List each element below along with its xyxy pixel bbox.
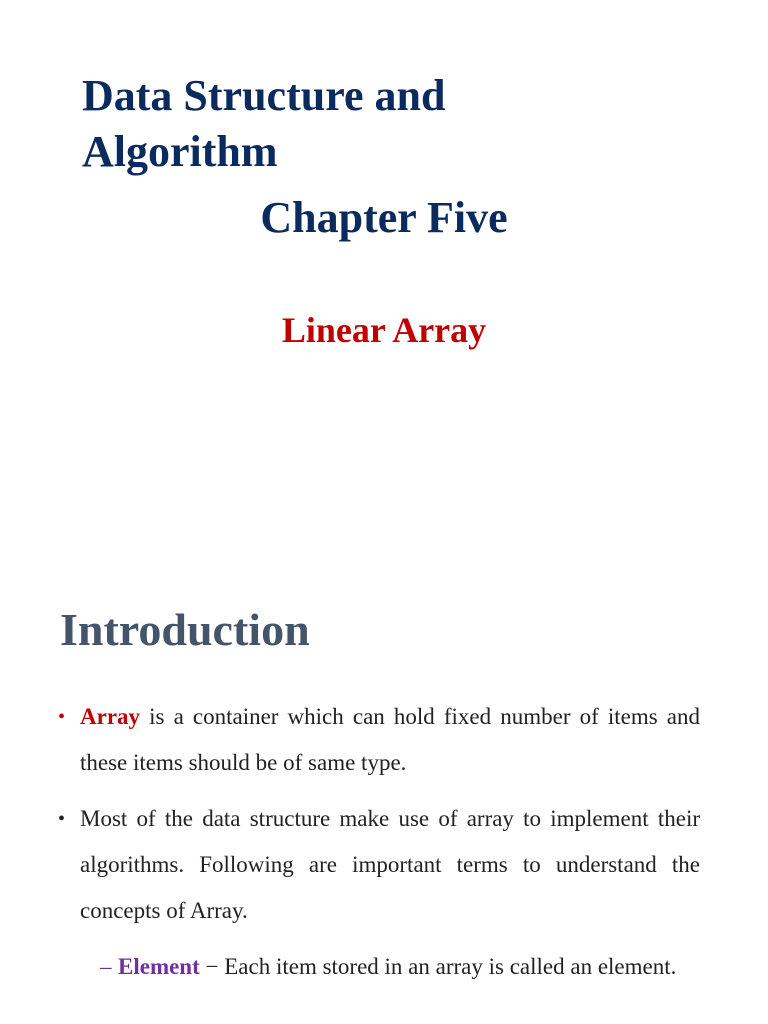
dash-icon: – (100, 954, 112, 979)
section-heading: Introduction (60, 604, 310, 655)
bullet-item-data-structure (58, 796, 700, 934)
bullet-list (58, 694, 700, 990)
bullet-text: is a container which can hold fixed number of items and these items should be of same type. (80, 704, 700, 775)
chapter-subtitle (0, 192, 768, 244)
topic-title: Linear Array (281, 310, 487, 350)
bullet-dot-icon: • (58, 706, 66, 728)
sub-bullet-text: − Each item stored in an array is called an element. (199, 954, 677, 979)
term-array: Array (80, 704, 141, 729)
bullet-dot-icon: • (58, 808, 66, 830)
sub-bullet-element (58, 944, 700, 990)
bullet-item-array (58, 694, 700, 786)
course-title: Data Structure and Algorithm (82, 71, 446, 176)
term-element: Element (118, 954, 200, 979)
bullet-text: Most of the data structure make use of array to implement their algorithms. Following are important terms to understand the concepts of Array. (80, 806, 700, 923)
chapter-subtitle-text: Chapter Five (260, 193, 508, 242)
